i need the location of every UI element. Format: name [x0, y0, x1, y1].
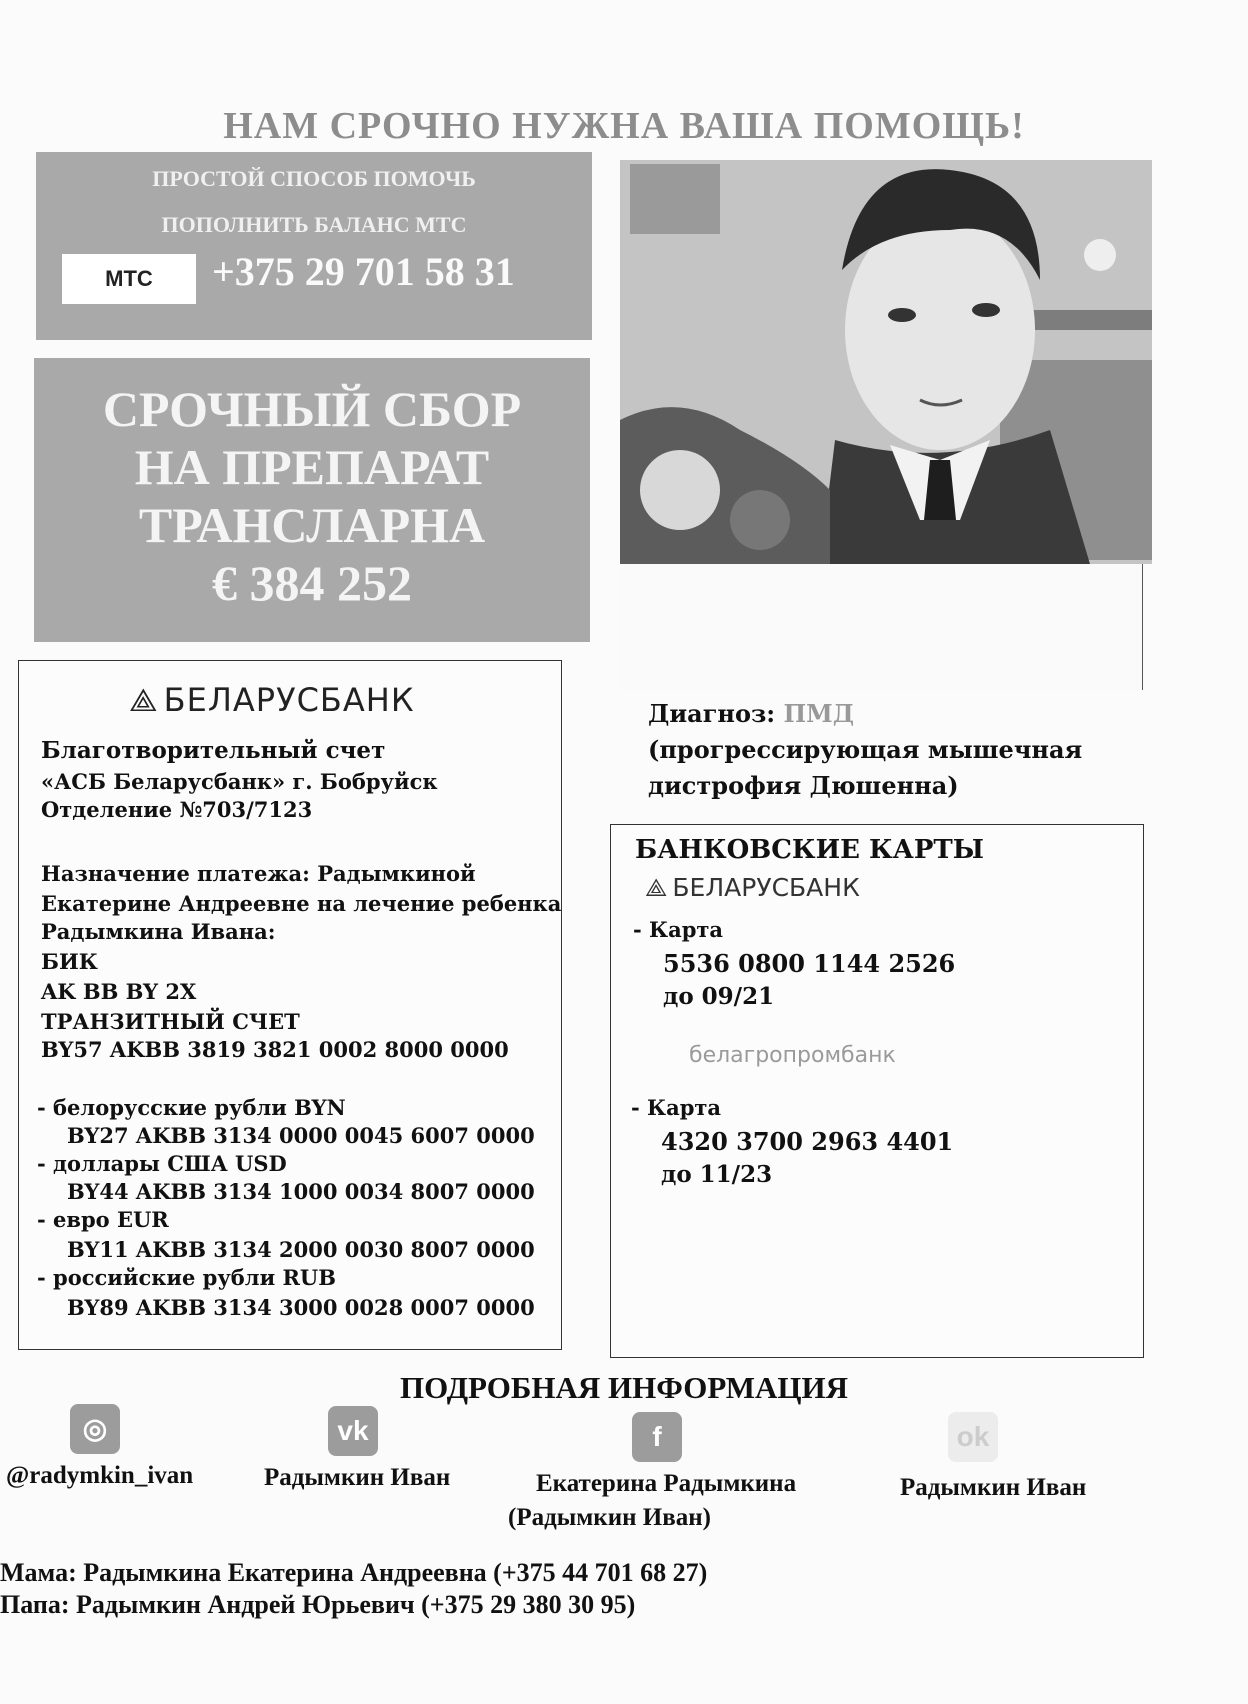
- vk-name: Радымкин Иван: [264, 1464, 451, 1491]
- belarusbank-logo: [129, 681, 415, 720]
- diagnosis-line-2: (прогрессирующая мышечная: [648, 735, 1083, 764]
- facebook-name-sub: (Радымкин Иван): [508, 1504, 711, 1531]
- payment-purpose-line-3: Радымкина Ивана:: [41, 919, 276, 944]
- card-2-label: - Карта: [631, 1095, 722, 1120]
- belarusbank-cards-logo-text: БЕЛАРУСБАНК: [672, 873, 860, 902]
- transit-account-label: ТРАНЗИТНЫЙ СЧЕТ: [41, 1009, 300, 1034]
- diagnosis-block: [648, 696, 1082, 804]
- iban-rub: BY89 AKBB 3134 3000 0028 0007 0000: [67, 1295, 535, 1320]
- collection-line-2: НА ПРЕПАРАТ: [134, 439, 490, 495]
- mts-phone: +375 29 701 58 31: [212, 249, 515, 294]
- bank-cards-title: БАНКОВСКИЕ КАРТЫ: [635, 835, 984, 865]
- mts-logo-text: МТС: [105, 266, 153, 291]
- belagroprombank-logo: белагропромбанк: [689, 1043, 896, 1068]
- mts-donation-box: [36, 152, 592, 340]
- collection-line-3: ТРАНСЛАРНА: [138, 497, 486, 553]
- bank-cards-box: [610, 824, 1144, 1358]
- child-photo-image: [620, 160, 1152, 564]
- page-headline: НАМ СРОЧНО НУЖНА ВАША ПОМОЩЬ!: [223, 105, 1025, 147]
- currency-usd: - доллары США USD: [37, 1151, 287, 1176]
- currency-rub: - российские рубли RUB: [37, 1265, 336, 1290]
- facebook-name: Екатерина Радымкина: [536, 1470, 797, 1497]
- vk-icon: vk: [328, 1406, 378, 1456]
- odnoklassniki-icon: ok: [948, 1412, 998, 1462]
- card-1-expiry: до 09/21: [663, 983, 775, 1010]
- mts-line-2: ПОПОЛНИТЬ БАЛАНС МТС: [161, 212, 467, 237]
- mts-logo: [62, 254, 196, 304]
- card-2-expiry: до 11/23: [661, 1161, 773, 1188]
- payment-purpose-line-2: Екатерине Андреевне на лечение ребенка: [41, 891, 562, 916]
- bik-label: БИК: [41, 949, 98, 974]
- iban-byn: BY27 AKBB 3134 0000 0045 6007 0000: [67, 1123, 535, 1148]
- currency-byn: - белорусские рубли BYN: [37, 1095, 346, 1120]
- bik-value: AK BB BY 2X: [41, 979, 197, 1004]
- charity-account-title: Благотворительный счет: [41, 737, 386, 764]
- diagnosis-label: Диагноз:: [648, 699, 776, 728]
- collection-amount: € 384 252: [212, 555, 412, 611]
- currency-eur: - евро EUR: [37, 1207, 169, 1232]
- card-1-number: 5536 0800 1144 2526: [663, 949, 956, 978]
- facebook-icon: f: [632, 1412, 682, 1462]
- belarusbank-cards-logo-icon: ⟁: [645, 873, 668, 902]
- bank-account-box: [18, 660, 562, 1350]
- iban-usd: BY44 AKBB 3134 1000 0034 8007 0000: [67, 1179, 535, 1204]
- bank-branch: «АСБ Беларусбанк» г. Бобруйск: [41, 769, 438, 794]
- transit-account-value: BY57 AKBB 3819 3821 0002 8000 0000: [41, 1037, 509, 1062]
- info-title: ПОДРОБНАЯ ИНФОРМАЦИЯ: [400, 1370, 848, 1405]
- instagram-handle: @radymkin_ivan: [6, 1462, 194, 1489]
- diagnosis-value: ПМД: [783, 699, 855, 728]
- bank-department: Отделение №703/7123: [41, 797, 313, 822]
- belarusbank-logo-text: БЕЛАРУСБАНК: [163, 681, 415, 719]
- collection-box: [34, 358, 590, 642]
- belarusbank-logo-icon: ⟁: [129, 681, 159, 719]
- ok-name: Радымкин Иван: [900, 1474, 1087, 1501]
- collection-line-1: СРОЧНЫЙ СБОР: [102, 381, 522, 437]
- photo-caption-faded: [620, 564, 1143, 690]
- instagram-icon: ◎: [70, 1404, 120, 1454]
- payment-purpose-line-1: Назначение платежа: Радымкиной: [41, 861, 476, 886]
- iban-eur: BY11 AKBB 3134 2000 0030 8007 0000: [67, 1237, 535, 1262]
- mts-line-1: ПРОСТОЙ СПОСОБ ПОМОЧЬ: [152, 166, 476, 191]
- father-contact: Папа: Радымкин Андрей Юрьевич (+375 29 380 30 95): [0, 1590, 636, 1619]
- diagnosis-line-3: дистрофия Дюшенна): [648, 771, 959, 800]
- card-2-number: 4320 3700 2963 4401: [661, 1127, 954, 1156]
- mother-contact: Мама: Радымкина Екатерина Андреевна (+375 44 701 68 27): [0, 1558, 708, 1587]
- belarusbank-cards-logo: [645, 873, 860, 903]
- card-1-label: - Карта: [633, 917, 724, 942]
- child-photo: [620, 160, 1152, 564]
